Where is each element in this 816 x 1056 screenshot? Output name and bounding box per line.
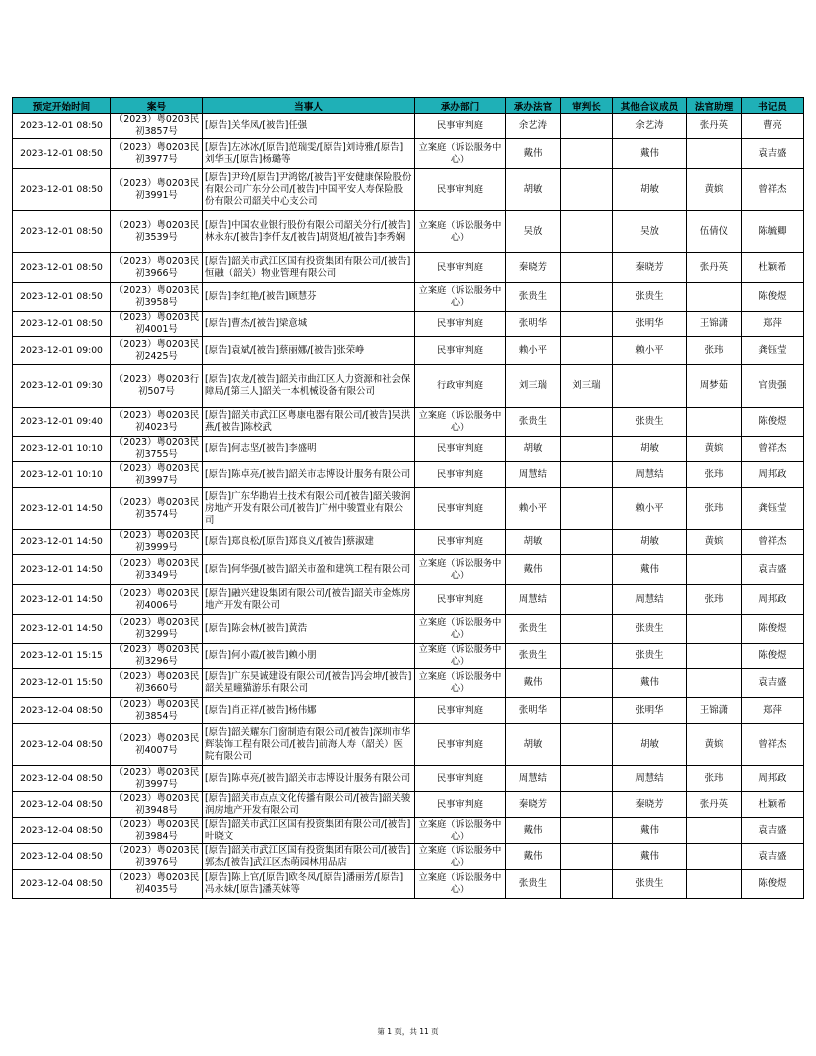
cell-department: 立案庭（诉讼服务中心）: [415, 408, 506, 437]
cell-time: 2023-12-01 09:30: [13, 365, 111, 408]
cell-time: 2023-12-01 08:50: [13, 253, 111, 283]
cell-chief-judge: [561, 669, 613, 698]
cell-clerk: 陈俊煜: [742, 644, 804, 669]
table-row: [13, 253, 804, 283]
cell-clerk: 郑萍: [742, 698, 804, 724]
cell-panel-members: 戴伟: [613, 139, 687, 169]
cell-department: 民事审判庭: [415, 585, 506, 615]
cell-judge-assistant: [687, 615, 742, 644]
cell-judge-assistant: 张玮: [687, 766, 742, 792]
cell-chief-judge: [561, 818, 613, 844]
cell-time: 2023-12-01 15:15: [13, 644, 111, 669]
cell-time: 2023-12-04 08:50: [13, 698, 111, 724]
cell-chief-judge: [561, 530, 613, 555]
cell-case-number: （2023）粤0203民初3857号: [111, 114, 203, 139]
cell-time: 2023-12-01 08:50: [13, 114, 111, 139]
cell-parties: [原告]何志坚/[被告]李盛明: [203, 437, 415, 462]
cell-parties: [原告]陈会林/[被告]黄浩: [203, 615, 415, 644]
cell-case-number: （2023）粤0203民初3966号: [111, 253, 203, 283]
header-judge-assistant: 法官助理: [687, 98, 742, 114]
header-parties: 当事人: [203, 98, 415, 114]
cell-judge-assistant: 周梦茹: [687, 365, 742, 408]
cell-time: 2023-12-01 14:50: [13, 555, 111, 585]
cell-chief-judge: [561, 139, 613, 169]
cell-panel-members: 戴伟: [613, 555, 687, 585]
cell-parties: [原告]中国农业银行股份有限公司韶关分行/[被告]林永东/[被告]李仟友/[被告]胡贤旭/[被告]李秀娴: [203, 211, 415, 253]
cell-department: 立案庭（诉讼服务中心）: [415, 870, 506, 899]
cell-department: 立案庭（诉讼服务中心）: [415, 615, 506, 644]
cell-case-number: （2023）粤0203民初4035号: [111, 870, 203, 899]
cell-department: 立案庭（诉讼服务中心）: [415, 818, 506, 844]
table-row: [13, 211, 804, 253]
page-footer: 第 1 页，共 11 页: [377, 1027, 439, 1036]
cell-panel-members: 张贵生: [613, 870, 687, 899]
cell-judge: 周慧结: [506, 462, 561, 488]
cell-clerk: 陈俊煜: [742, 870, 804, 899]
cell-judge: 秦晓芳: [506, 792, 561, 818]
cell-clerk: 陈毓卿: [742, 211, 804, 253]
table-row: [13, 437, 804, 462]
table-row: [13, 555, 804, 585]
cell-judge-assistant: 张丹英: [687, 792, 742, 818]
cell-parties: [原告]韶关耀东门窗制造有限公司/[被告]深圳市华辉装饰工程有限公司/[被告]前海人寿（韶关）医院有限公司: [203, 724, 415, 766]
cell-parties: [原告]关华凤/[被告]任强: [203, 114, 415, 139]
cell-department: 立案庭（诉讼服务中心）: [415, 669, 506, 698]
cell-case-number: （2023）粤0203民初3755号: [111, 437, 203, 462]
cell-judge: 戴伟: [506, 555, 561, 585]
header-panel-members: 其他合议成员: [613, 98, 687, 114]
table-row: [13, 585, 804, 615]
cell-judge: 张明华: [506, 698, 561, 724]
table-row: [13, 365, 804, 408]
cell-chief-judge: 刘三瑞: [561, 365, 613, 408]
cell-panel-members: 胡敏: [613, 169, 687, 211]
cell-judge: 戴伟: [506, 844, 561, 870]
cell-judge-assistant: [687, 870, 742, 899]
cell-time: 2023-12-04 08:50: [13, 870, 111, 899]
cell-clerk: 官贵强: [742, 365, 804, 408]
cell-parties: [原告]尹玲/[原告]尹鸿铭/[被告]平安健康保险股份有限公司广东分公司/[被告]中国平安人寿保险股份有限公司韶关中心支公司: [203, 169, 415, 211]
cell-parties: [原告]广东昊诚建设有限公司/[被告]冯会坤/[被告]韶关星曈猫游乐有限公司: [203, 669, 415, 698]
cell-judge-assistant: 伍倩仪: [687, 211, 742, 253]
cell-department: 民事审判庭: [415, 792, 506, 818]
cell-clerk: 曾祥杰: [742, 724, 804, 766]
cell-case-number: （2023）粤0203民初3660号: [111, 669, 203, 698]
cell-panel-members: 张贵生: [613, 644, 687, 669]
cell-time: 2023-12-01 08:50: [13, 169, 111, 211]
cell-panel-members: 张明华: [613, 698, 687, 724]
cell-parties: [原告]何小霞/[被告]赖小朋: [203, 644, 415, 669]
cell-chief-judge: [561, 615, 613, 644]
cell-case-number: （2023）粤0203民初3574号: [111, 488, 203, 530]
cell-clerk: 陈俊煜: [742, 408, 804, 437]
cell-panel-members: 余艺涛: [613, 114, 687, 139]
cell-judge-assistant: 张玮: [687, 462, 742, 488]
cell-clerk: 周邦政: [742, 462, 804, 488]
table-row: [13, 870, 804, 899]
header-clerk: 书记员: [742, 98, 804, 114]
cell-time: 2023-12-04 08:50: [13, 792, 111, 818]
cell-judge: 胡敏: [506, 530, 561, 555]
cell-case-number: （2023）粤0203民初2425号: [111, 337, 203, 365]
cell-chief-judge: [561, 698, 613, 724]
table-row: [13, 139, 804, 169]
cell-clerk: 袁吉盛: [742, 139, 804, 169]
cell-time: 2023-12-04 08:50: [13, 844, 111, 870]
cell-department: 立案庭（诉讼服务中心）: [415, 844, 506, 870]
cell-clerk: 袁吉盛: [742, 818, 804, 844]
cell-parties: [原告]广东华勘岩土技术有限公司/[被告]韶关骏润房地产开发有限公司/[被告]广州中骏置业有限公司: [203, 488, 415, 530]
table-row: [13, 337, 804, 365]
cell-judge-assistant: [687, 844, 742, 870]
cell-chief-judge: [561, 488, 613, 530]
cell-chief-judge: [561, 792, 613, 818]
cell-time: 2023-12-01 14:50: [13, 585, 111, 615]
cell-chief-judge: [561, 408, 613, 437]
cell-judge: 张贵生: [506, 870, 561, 899]
cell-parties: [原告]韶关市武江区国有投资集团有限公司/[被告]恒融（韶关）物业管理有限公司: [203, 253, 415, 283]
table-row: [13, 766, 804, 792]
cell-time: 2023-12-04 08:50: [13, 724, 111, 766]
cell-judge-assistant: 张玮: [687, 337, 742, 365]
cell-case-number: （2023）粤0203民初3997号: [111, 766, 203, 792]
cell-department: 民事审判庭: [415, 530, 506, 555]
cell-parties: [原告]李红艳/[被告]顾慧芬: [203, 283, 415, 312]
cell-department: 民事审判庭: [415, 698, 506, 724]
cell-panel-members: 张贵生: [613, 408, 687, 437]
cell-parties: [原告]曹杰/[被告]梁意城: [203, 312, 415, 337]
cell-chief-judge: [561, 555, 613, 585]
cell-judge-assistant: 王锦潇: [687, 312, 742, 337]
cell-case-number: （2023）粤0203行初507号: [111, 365, 203, 408]
cell-chief-judge: [561, 114, 613, 139]
cell-time: 2023-12-01 14:50: [13, 488, 111, 530]
cell-judge: 吴放: [506, 211, 561, 253]
cell-clerk: 杜颖希: [742, 792, 804, 818]
table-header-row: [13, 98, 804, 114]
cell-chief-judge: [561, 283, 613, 312]
cell-parties: [原告]韶关市武江区国有投资集团有限公司/[被告]郭杰/[被告]武江区杰萌园林用品店: [203, 844, 415, 870]
cell-clerk: 曾祥杰: [742, 530, 804, 555]
cell-department: 民事审判庭: [415, 337, 506, 365]
cell-time: 2023-12-01 14:50: [13, 530, 111, 555]
cell-parties: [原告]何华强/[被告]韶关市盈和建筑工程有限公司: [203, 555, 415, 585]
cell-panel-members: 赖小平: [613, 337, 687, 365]
cell-parties: [原告]农龙/[被告]韶关市曲江区人力资源和社会保障局/[第三人]韶关一本机械设备有限公司: [203, 365, 415, 408]
header-chief-judge: 审判长: [561, 98, 613, 114]
cell-clerk: 曹亮: [742, 114, 804, 139]
cell-parties: [原告]陈卓亮/[被告]韶关市志博设计服务有限公司: [203, 462, 415, 488]
cell-case-number: （2023）粤0203民初3296号: [111, 644, 203, 669]
cell-panel-members: 胡敏: [613, 437, 687, 462]
cell-clerk: 袁吉盛: [742, 844, 804, 870]
cell-clerk: 袁吉盛: [742, 669, 804, 698]
cell-parties: [原告]袁斌/[被告]蔡丽娜/[被告]张荣峥: [203, 337, 415, 365]
cell-judge-assistant: 张玮: [687, 585, 742, 615]
cell-judge: 余艺涛: [506, 114, 561, 139]
cell-department: 立案庭（诉讼服务中心）: [415, 555, 506, 585]
cell-case-number: （2023）粤0203民初3349号: [111, 555, 203, 585]
cell-judge: 赖小平: [506, 488, 561, 530]
table-row: [13, 169, 804, 211]
table-row: [13, 530, 804, 555]
cell-chief-judge: [561, 437, 613, 462]
cell-judge: 赖小平: [506, 337, 561, 365]
cell-judge-assistant: 黄嫔: [687, 169, 742, 211]
table-row: [13, 615, 804, 644]
cell-chief-judge: [561, 253, 613, 283]
cell-clerk: 陈俊煜: [742, 283, 804, 312]
table-row: [13, 818, 804, 844]
cell-case-number: （2023）粤0203民初3999号: [111, 530, 203, 555]
cell-judge-assistant: [687, 818, 742, 844]
table-row: [13, 312, 804, 337]
cell-case-number: （2023）粤0203民初3997号: [111, 462, 203, 488]
cell-panel-members: 戴伟: [613, 818, 687, 844]
cell-case-number: （2023）粤0203民初3854号: [111, 698, 203, 724]
cell-case-number: （2023）粤0203民初4007号: [111, 724, 203, 766]
cell-case-number: （2023）粤0203民初3958号: [111, 283, 203, 312]
cell-department: 民事审判庭: [415, 724, 506, 766]
cell-clerk: 陈俊煜: [742, 615, 804, 644]
cell-time: 2023-12-01 08:50: [13, 139, 111, 169]
cell-department: 民事审判庭: [415, 437, 506, 462]
cell-panel-members: 吴放: [613, 211, 687, 253]
table-row: [13, 408, 804, 437]
cell-panel-members: 赖小平: [613, 488, 687, 530]
cell-clerk: 杜颖希: [742, 253, 804, 283]
cell-chief-judge: [561, 585, 613, 615]
cell-parties: [原告]郑良松/[原告]郑良义/[被告]蔡淑建: [203, 530, 415, 555]
cell-judge: 胡敏: [506, 724, 561, 766]
cell-department: 民事审判庭: [415, 488, 506, 530]
cell-judge: 张贵生: [506, 408, 561, 437]
cell-time: 2023-12-01 09:00: [13, 337, 111, 365]
cell-time: 2023-12-01 14:50: [13, 615, 111, 644]
cell-panel-members: 张明华: [613, 312, 687, 337]
cell-judge-assistant: [687, 555, 742, 585]
cell-judge: 秦晓芳: [506, 253, 561, 283]
cell-clerk: 周邦政: [742, 766, 804, 792]
cell-panel-members: 戴伟: [613, 669, 687, 698]
cell-panel-members: 秦晓芳: [613, 253, 687, 283]
cell-case-number: （2023）粤0203民初3976号: [111, 844, 203, 870]
cell-clerk: 曾祥杰: [742, 169, 804, 211]
cell-judge-assistant: 黄嫔: [687, 530, 742, 555]
table-row: [13, 792, 804, 818]
cell-clerk: 袁吉盛: [742, 555, 804, 585]
cell-department: 民事审判庭: [415, 766, 506, 792]
cell-parties: [原告]陈上官/[原告]欧冬凤/[原告]潘丽芳/[原告]冯永妹/[原告]潘芙妹等: [203, 870, 415, 899]
cell-case-number: （2023）粤0203民初3299号: [111, 615, 203, 644]
cell-time: 2023-12-04 08:50: [13, 766, 111, 792]
cell-department: 民事审判庭: [415, 114, 506, 139]
cell-chief-judge: [561, 844, 613, 870]
cell-case-number: （2023）粤0203民初4001号: [111, 312, 203, 337]
cell-case-number: （2023）粤0203民初4006号: [111, 585, 203, 615]
cell-parties: [原告]肖正祥/[被告]杨伟娜: [203, 698, 415, 724]
cell-parties: [原告]韶关市武江区国有投资集团有限公司/[被告]叶晓文: [203, 818, 415, 844]
cell-panel-members: 周慧结: [613, 585, 687, 615]
cell-parties: [原告]左冰冰/[原告]范瑞雯/[原告]刘诗雅/[原告]刘华玉/[原告]杨璐等: [203, 139, 415, 169]
cell-panel-members: 胡敏: [613, 724, 687, 766]
cell-judge-assistant: 张玮: [687, 488, 742, 530]
header-case-number: 案号: [111, 98, 203, 114]
hearing-schedule-table: [12, 97, 804, 899]
cell-case-number: （2023）粤0203民初3991号: [111, 169, 203, 211]
cell-judge: 张明华: [506, 312, 561, 337]
cell-chief-judge: [561, 312, 613, 337]
cell-clerk: 龚钰莹: [742, 337, 804, 365]
table-row: [13, 283, 804, 312]
cell-judge: 张贵生: [506, 615, 561, 644]
table-row: [13, 488, 804, 530]
cell-judge-assistant: 张丹英: [687, 114, 742, 139]
cell-judge: 周慧结: [506, 766, 561, 792]
cell-panel-members: 周慧结: [613, 462, 687, 488]
cell-time: 2023-12-01 08:50: [13, 211, 111, 253]
cell-panel-members: [613, 365, 687, 408]
cell-parties: [原告]韶关市武江区粤康电器有限公司/[被告]吴洪燕/[被告]陈校武: [203, 408, 415, 437]
table-row: [13, 844, 804, 870]
cell-department: 民事审判庭: [415, 169, 506, 211]
cell-chief-judge: [561, 169, 613, 211]
cell-panel-members: 张贵生: [613, 283, 687, 312]
cell-judge: 胡敏: [506, 437, 561, 462]
cell-time: 2023-12-01 10:10: [13, 437, 111, 462]
cell-judge-assistant: [687, 283, 742, 312]
cell-clerk: 郑萍: [742, 312, 804, 337]
cell-department: 民事审判庭: [415, 253, 506, 283]
cell-judge-assistant: 张丹英: [687, 253, 742, 283]
cell-chief-judge: [561, 337, 613, 365]
cell-panel-members: 周慧结: [613, 766, 687, 792]
cell-judge: 周慧结: [506, 585, 561, 615]
cell-judge-assistant: [687, 139, 742, 169]
cell-time: 2023-12-01 08:50: [13, 283, 111, 312]
cell-case-number: （2023）粤0203民初3539号: [111, 211, 203, 253]
cell-panel-members: 张贵生: [613, 615, 687, 644]
cell-clerk: 周邦政: [742, 585, 804, 615]
cell-judge-assistant: [687, 644, 742, 669]
cell-panel-members: 秦晓芳: [613, 792, 687, 818]
cell-time: 2023-12-04 08:50: [13, 818, 111, 844]
cell-chief-judge: [561, 870, 613, 899]
cell-judge-assistant: [687, 408, 742, 437]
cell-case-number: （2023）粤0203民初3948号: [111, 792, 203, 818]
cell-department: 立案庭（诉讼服务中心）: [415, 139, 506, 169]
header-department: 承办部门: [415, 98, 506, 114]
cell-department: 行政审判庭: [415, 365, 506, 408]
cell-judge: 戴伟: [506, 818, 561, 844]
cell-clerk: 曾祥杰: [742, 437, 804, 462]
cell-case-number: （2023）粤0203民初3984号: [111, 818, 203, 844]
cell-chief-judge: [561, 462, 613, 488]
cell-chief-judge: [561, 724, 613, 766]
table-row: [13, 644, 804, 669]
cell-parties: [原告]韶关市点点文化传播有限公司/[被告]韶关骏润房地产开发有限公司: [203, 792, 415, 818]
cell-chief-judge: [561, 644, 613, 669]
header-judge: 承办法官: [506, 98, 561, 114]
cell-department: 立案庭（诉讼服务中心）: [415, 283, 506, 312]
header-time: 预定开始时间: [13, 98, 111, 114]
cell-panel-members: 胡敏: [613, 530, 687, 555]
cell-judge: 张贵生: [506, 283, 561, 312]
table-row: [13, 724, 804, 766]
cell-time: 2023-12-01 10:10: [13, 462, 111, 488]
cell-judge: 胡敏: [506, 169, 561, 211]
table-row: [13, 114, 804, 139]
cell-chief-judge: [561, 766, 613, 792]
cell-judge: 戴伟: [506, 139, 561, 169]
cell-time: 2023-12-01 15:50: [13, 669, 111, 698]
cell-time: 2023-12-01 09:40: [13, 408, 111, 437]
cell-judge: 刘三瑞: [506, 365, 561, 408]
cell-time: 2023-12-01 08:50: [13, 312, 111, 337]
cell-panel-members: 戴伟: [613, 844, 687, 870]
cell-department: 立案庭（诉讼服务中心）: [415, 644, 506, 669]
cell-parties: [原告]融兴建设集团有限公司/[被告]韶关市金炼房地产开发有限公司: [203, 585, 415, 615]
table-row: [13, 669, 804, 698]
table-row: [13, 698, 804, 724]
cell-case-number: （2023）粤0203民初4023号: [111, 408, 203, 437]
cell-judge-assistant: 黄嫔: [687, 724, 742, 766]
cell-chief-judge: [561, 211, 613, 253]
cell-department: 民事审判庭: [415, 312, 506, 337]
cell-judge: 张贵生: [506, 644, 561, 669]
cell-clerk: 龚钰莹: [742, 488, 804, 530]
cell-case-number: （2023）粤0203民初3977号: [111, 139, 203, 169]
cell-judge-assistant: [687, 669, 742, 698]
cell-department: 民事审判庭: [415, 462, 506, 488]
cell-department: 立案庭（诉讼服务中心）: [415, 211, 506, 253]
cell-judge-assistant: 黄嫔: [687, 437, 742, 462]
cell-judge-assistant: 王锦潇: [687, 698, 742, 724]
table-row: [13, 462, 804, 488]
cell-judge: 戴伟: [506, 669, 561, 698]
cell-parties: [原告]陈卓亮/[被告]韶关市志博设计服务有限公司: [203, 766, 415, 792]
